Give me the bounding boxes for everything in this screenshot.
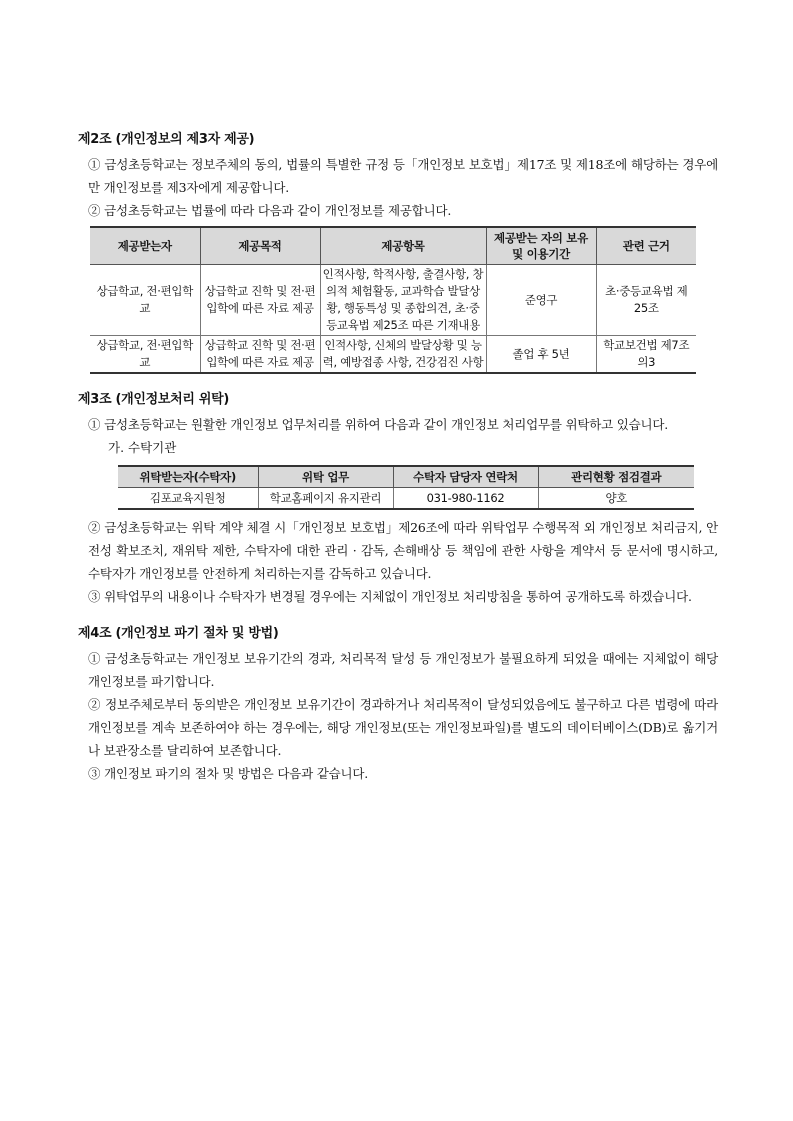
table-header-row <box>118 466 694 488</box>
table-cell: 인적사항, 학적사항, 출결사항, 창의적 체험활동, 교과학습 발달상황, 행동특성 및 종합의견, 초·중등교육법 제25조 따른 기재내용 <box>320 265 486 336</box>
article-3-paragraph-3: ③ 위탁업무의 내용이나 수탁자가 변경될 경우에는 지체없이 개인정보 처리방침을 통하여 공개하도록 하겠습니다. <box>88 589 692 604</box>
table-cell: 인적사항, 신체의 발달상황 및 능력, 예방접종 사항, 건강검진 사항 <box>320 336 486 374</box>
table-header-row <box>90 227 696 265</box>
table-row <box>90 336 696 374</box>
table-cell: 031-980-1162 <box>393 488 538 510</box>
article-3-paragraph-1: ① 금성초등학교는 원활한 개인정보 업무처리를 위하여 다음과 같이 개인정보 처리업무를 위탁하고 있습니다. <box>88 417 669 432</box>
table-cell: 준영구 <box>486 265 596 336</box>
article-2-paragraph-1: ① 금성초등학교는 정보주체의 동의, 법률의 특별한 규정 등「개인정보 보호법」제17조 및 제18조에 해당하는 경우에만 개인정보를 제3자에게 제공합니다. <box>88 157 718 195</box>
article-4-heading: 제4조 (개인정보 파기 절차 및 방법) <box>78 626 279 641</box>
document-page <box>78 128 718 785</box>
article-2-paragraph-2: ② 금성초등학교는 법률에 따라 다음과 같이 개인정보를 제공합니다. <box>88 203 452 218</box>
article-4-paragraph-2: ② 정보주체로부터 동의받은 개인정보 보유기간이 경과하거나 처리목적이 달성되었음에도 불구하고 다른 법령에 따라 개인정보를 계속 보존하여야 하는 경우에는, 해당 개인정보(또는 개인정보파일)를 별도의 데이터베이스(DB)로 옮기거나 보관장소를 달리하여 보존합니다. <box>88 697 718 758</box>
table-cell: 학교홈페이지 유지관리 <box>258 488 393 510</box>
table-cell: 초·중등교육법 제25조 <box>596 265 696 336</box>
column-header: 관리현황 점검결과 <box>538 466 694 488</box>
column-header: 관련 근거 <box>596 227 696 265</box>
table-row <box>118 488 694 510</box>
table-cell: 양호 <box>538 488 694 510</box>
table-cell: 김포교육지원청 <box>118 488 258 510</box>
article-4-paragraph-1: ① 금성초등학교는 개인정보 보유기간의 경과, 처리목적 달성 등 개인정보가 불필요하게 되었을 때에는 지체없이 해당 개인정보를 파기합니다. <box>88 651 718 689</box>
outsourcing-table <box>118 465 694 510</box>
table-cell: 상급학교 진학 및 전·편입학에 따른 자료 제공 <box>200 336 320 374</box>
article-2-heading: 제2조 (개인정보의 제3자 제공) <box>78 132 255 147</box>
table-row <box>90 265 696 336</box>
column-header: 위탁받는자(수탁자) <box>118 466 258 488</box>
table-cell: 상급학교 진학 및 전·편입학에 따른 자료 제공 <box>200 265 320 336</box>
table-cell: 학교보건법 제7조의3 <box>596 336 696 374</box>
table-cell: 졸업 후 5년 <box>486 336 596 374</box>
column-header: 위탁 업무 <box>258 466 393 488</box>
table-cell: 상급학교, 전·편입학교 <box>90 336 200 374</box>
article-3-paragraph-2: ② 금성초등학교는 위탁 계약 체결 시「개인정보 보호법」제26조에 따라 위탁업무 수행목적 외 개인정보 처리금지, 안전성 확보조치, 재위탁 제한, 수탁자에 대한 관리 · 감독, 손해배상 등 책임에 관한 사항을 계약서 등 문서에 명시하고, 수탁자가 개인정보를 안전하게 처리하는지를 감독하고 있습니다. <box>88 520 718 581</box>
article-4-paragraph-3: ③ 개인정보 파기의 절차 및 방법은 다음과 같습니다. <box>88 766 368 781</box>
column-header: 수탁자 담당자 연락처 <box>393 466 538 488</box>
column-header: 제공목적 <box>200 227 320 265</box>
column-header: 제공항목 <box>320 227 486 265</box>
table-cell: 상급학교, 전·편입학교 <box>90 265 200 336</box>
column-header: 제공받는 자의 보유 및 이용기간 <box>486 227 596 265</box>
third-party-provision-table <box>90 226 696 374</box>
article-3-heading: 제3조 (개인정보처리 위탁) <box>78 392 230 407</box>
column-header: 제공받는자 <box>90 227 200 265</box>
article-3-subheading: 가. 수탁기관 <box>108 440 177 455</box>
